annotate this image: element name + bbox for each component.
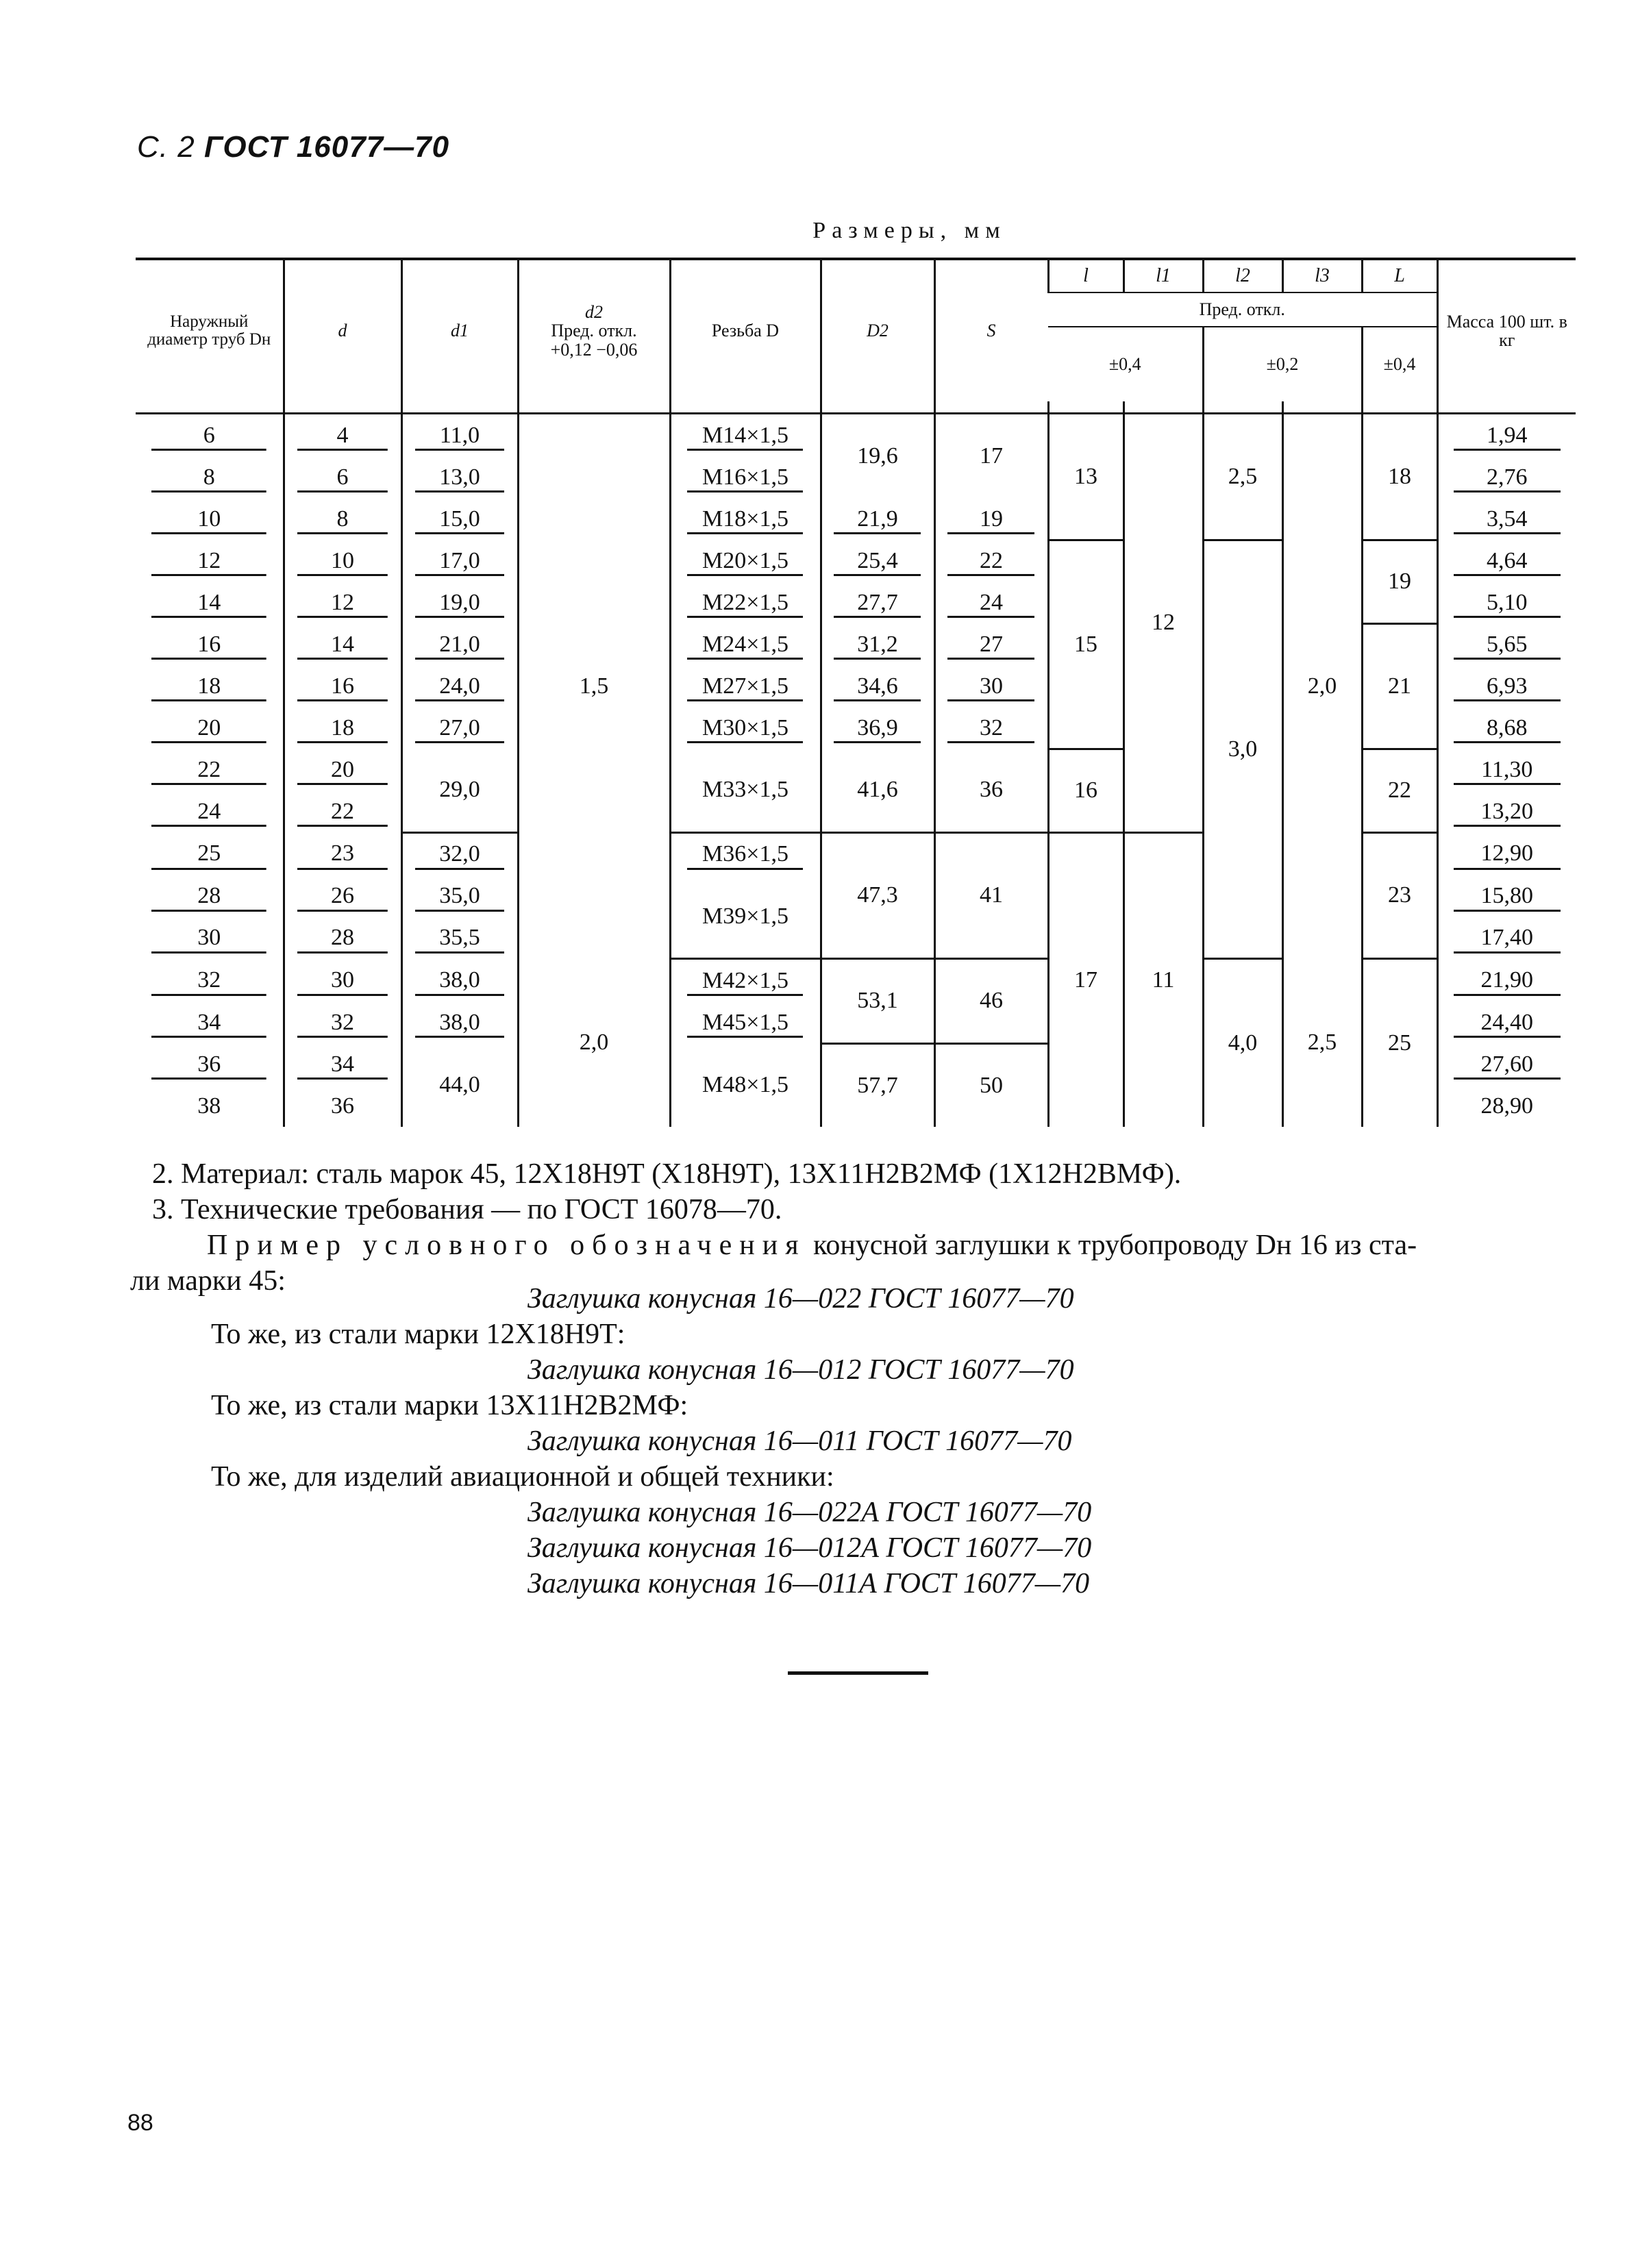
cell-dn: 30 <box>136 917 284 959</box>
designation-6: Заглушка конусная 16—011А ГОСТ 16077—70 <box>527 1568 1090 1599</box>
cell-D2: 34,6 <box>821 665 934 707</box>
same-steel-1: То же, из стали марки 12Х18Н9Т: <box>211 1319 625 1350</box>
col-mass: Масса 100 шт. в кг <box>1437 260 1576 401</box>
tol-l: ±0,4 <box>1108 354 1141 375</box>
table-caption: Размеры, мм <box>812 218 1006 243</box>
page-number: 88 <box>127 2110 153 2136</box>
cell-thread: М16×1,5 <box>670 456 821 498</box>
cell-d: 32 <box>284 1001 401 1043</box>
cell-dn: 12 <box>136 540 284 582</box>
cell-thread: М14×1,5 <box>670 414 821 457</box>
same-steel-2: То же, из стали марки 13Х11Н2В2МФ: <box>211 1390 688 1421</box>
cell-d: 20 <box>284 749 401 790</box>
cell-L: 21 <box>1362 623 1437 749</box>
cell-dn: 34 <box>136 1001 284 1043</box>
col-outer-diameter: Наружный диаметр труб Dн <box>147 312 271 349</box>
cell-S: 32 <box>934 707 1048 749</box>
tolerance-label: Пред. откл. <box>1048 292 1437 327</box>
cell-S: 27 <box>934 623 1048 665</box>
cell-d: 23 <box>284 832 401 875</box>
cell-d1: 17,0 <box>401 540 518 582</box>
cell-d1: 38,0 <box>401 1001 518 1043</box>
cell-l2: 3,0 <box>1203 540 1282 959</box>
cell-d1: 44,0 <box>401 1043 518 1127</box>
cell-d: 14 <box>284 623 401 665</box>
cell-thread: М48×1,5 <box>670 1043 821 1127</box>
cell-S: 19 <box>934 498 1048 540</box>
cell-mass: 21,90 <box>1437 959 1576 1002</box>
cell-l1: 11 <box>1123 832 1203 1127</box>
cell-L: 18 <box>1362 414 1437 540</box>
same-aviation: То же, для изделий авиационной и общей техники: <box>211 1461 834 1493</box>
note-tech: 3. Технические требования — по ГОСТ 16078—70. <box>152 1194 782 1225</box>
cell-mass: 1,94 <box>1437 414 1576 457</box>
dimensions-table <box>136 260 1576 1127</box>
cell-d1: 19,0 <box>401 582 518 623</box>
cell-D2: 57,7 <box>821 1043 934 1127</box>
designation-2: Заглушка конусная 16—012 ГОСТ 16077—70 <box>527 1354 1074 1386</box>
cell-mass: 5,65 <box>1437 623 1576 665</box>
cell-thread: М18×1,5 <box>670 498 821 540</box>
example-text: конусной заглушки к трубопроводу Dн 16 из ста- <box>806 1230 1417 1261</box>
cell-dn: 8 <box>136 456 284 498</box>
col-D2: D2 <box>821 260 934 401</box>
cell-l3: 2,0 <box>1282 414 1362 959</box>
table-row <box>136 959 1576 1002</box>
cell-D2: 27,7 <box>821 582 934 623</box>
page-header <box>137 130 449 164</box>
designation-examples <box>0 1281 1627 1602</box>
cell-l1: 12 <box>1123 414 1203 833</box>
cell-d1: 29,0 <box>401 749 518 832</box>
cell-S: 41 <box>934 832 1048 959</box>
end-rule <box>788 1671 928 1675</box>
cell-d: 30 <box>284 959 401 1002</box>
cell-d: 4 <box>284 414 401 457</box>
cell-l3: 2,5 <box>1282 959 1362 1127</box>
cell-dn: 6 <box>136 414 284 457</box>
cell-mass: 3,54 <box>1437 498 1576 540</box>
cell-thread: М20×1,5 <box>670 540 821 582</box>
cell-mass: 11,30 <box>1437 749 1576 790</box>
cell-dn: 25 <box>136 832 284 875</box>
example-label: Пример условного обозначения <box>207 1230 806 1261</box>
designation-4: Заглушка конусная 16—022А ГОСТ 16077—70 <box>527 1497 1092 1528</box>
cell-D2: 36,9 <box>821 707 934 749</box>
col-S: S <box>934 260 1048 401</box>
d2-tol: +0,12 −0,06 <box>550 339 638 360</box>
cell-dn: 38 <box>197 1093 221 1119</box>
cell-d: 22 <box>284 790 401 832</box>
cell-S: 17 <box>934 414 1048 499</box>
cell-mass: 13,20 <box>1437 790 1576 832</box>
note-material: 2. Материал: сталь марок 45, 12Х18Н9Т (Х18Н9Т), 13Х11Н2В2МФ (1Х12Н2ВМФ). <box>152 1158 1182 1190</box>
cell-thread: М45×1,5 <box>670 1001 821 1043</box>
col-l2: l2 <box>1203 260 1282 292</box>
cell-d: 16 <box>284 665 401 707</box>
note-example-cont: ли марки 45: <box>130 1265 286 1297</box>
cell-mass: 5,10 <box>1437 582 1576 623</box>
cell-d1: 24,0 <box>401 665 518 707</box>
cell-S: 46 <box>934 959 1048 1044</box>
cell-d: 34 <box>284 1043 401 1085</box>
cell-thread: М42×1,5 <box>670 959 821 1002</box>
cell-mass: 2,76 <box>1437 456 1576 498</box>
cell-d: 36 <box>284 1085 401 1127</box>
cell-d1: 15,0 <box>401 498 518 540</box>
cell-d: 26 <box>284 875 401 917</box>
cell-dn: 28 <box>136 875 284 917</box>
cell-l: 16 <box>1048 749 1123 832</box>
cell-thread: М27×1,5 <box>670 665 821 707</box>
col-l1: l1 <box>1123 260 1203 292</box>
cell-mass: 28,90 <box>1437 1085 1576 1127</box>
cell-mass: 6,93 <box>1437 665 1576 707</box>
cell-dn: 32 <box>136 959 284 1002</box>
d2-symbol: d2 <box>585 302 603 323</box>
cell-d1: 13,0 <box>401 456 518 498</box>
cell-dn: 10 <box>136 498 284 540</box>
cell-d: 18 <box>284 707 401 749</box>
cell-d1: 38,0 <box>401 959 518 1002</box>
cell-thread: М39×1,5 <box>670 875 821 959</box>
cell-L: 23 <box>1362 832 1437 959</box>
cell-l: 13 <box>1048 414 1123 540</box>
cell-d1: 21,0 <box>401 623 518 665</box>
cell-mass: 27,60 <box>1437 1043 1576 1085</box>
standard-title: ГОСТ 16077—70 <box>203 130 450 164</box>
designation-1: Заглушка конусная 16—022 ГОСТ 16077—70 <box>527 1283 1074 1314</box>
cell-d: 6 <box>284 456 401 498</box>
cell-dn: 20 <box>136 707 284 749</box>
note-example <box>207 1228 1577 1263</box>
cell-D2: 53,1 <box>821 959 934 1044</box>
cell-d: 10 <box>284 540 401 582</box>
cell-mass: 12,90 <box>1437 832 1576 875</box>
cell-mass: 24,40 <box>1437 1001 1576 1043</box>
cell-mass: 15,80 <box>1437 875 1576 917</box>
cell-dn: 16 <box>136 623 284 665</box>
cell-d: 28 <box>284 917 401 959</box>
cell-thread: М22×1,5 <box>670 582 821 623</box>
cell-D2: 41,6 <box>821 749 934 832</box>
cell-thread: М24×1,5 <box>670 623 821 665</box>
cell-dn: 36 <box>136 1043 284 1085</box>
cell-mass: 17,40 <box>1437 917 1576 959</box>
col-d2 <box>518 260 670 401</box>
cell-L: 22 <box>1362 749 1437 832</box>
cell-mass: 8,68 <box>1437 707 1576 749</box>
cell-l: 15 <box>1048 540 1123 749</box>
cell-L: 25 <box>1362 959 1437 1127</box>
col-L: L <box>1362 260 1437 292</box>
col-l: l <box>1048 260 1123 292</box>
cell-dn: 24 <box>136 790 284 832</box>
cell-d2: 1,5 <box>518 414 670 959</box>
cell-d1: 32,0 <box>401 832 518 875</box>
cell-l2: 2,5 <box>1203 414 1282 540</box>
col-l3: l3 <box>1282 260 1362 292</box>
cell-d: 12 <box>284 582 401 623</box>
cell-S: 36 <box>934 749 1048 832</box>
designation-3: Заглушка конусная 16—011 ГОСТ 16077—70 <box>527 1425 1072 1457</box>
cell-S: 50 <box>934 1043 1048 1127</box>
cell-d1: 35,5 <box>401 917 518 959</box>
table-row <box>136 414 1576 457</box>
col-d1: d1 <box>401 260 518 401</box>
cell-D2: 25,4 <box>821 540 934 582</box>
cell-d: 8 <box>284 498 401 540</box>
cell-d1: 35,0 <box>401 875 518 917</box>
cell-S: 22 <box>934 540 1048 582</box>
cell-D2: 21,9 <box>821 498 934 540</box>
cell-dn: 22 <box>136 749 284 790</box>
cell-dn: 18 <box>136 665 284 707</box>
cell-thread: М36×1,5 <box>670 832 821 875</box>
cell-D2: 47,3 <box>821 832 934 959</box>
cell-D2: 19,6 <box>821 414 934 499</box>
tol-l23: ±0,2 <box>1203 327 1362 401</box>
cell-l: 17 <box>1048 832 1123 1127</box>
col-d: d <box>284 260 401 401</box>
cell-d1: 27,0 <box>401 707 518 749</box>
cell-mass: 4,64 <box>1437 540 1576 582</box>
col-thread: Резьба D <box>670 260 821 401</box>
d2-tol-label: Пред. откл. <box>551 321 637 341</box>
cell-S: 30 <box>934 665 1048 707</box>
page-prefix: С. 2 <box>137 130 195 164</box>
cell-D2: 31,2 <box>821 623 934 665</box>
designation-5: Заглушка конусная 16—012А ГОСТ 16077—70 <box>527 1532 1092 1564</box>
cell-thread: М30×1,5 <box>670 707 821 749</box>
cell-l2: 4,0 <box>1203 959 1282 1127</box>
cell-L: 19 <box>1362 540 1437 623</box>
cell-thread: М33×1,5 <box>670 749 821 832</box>
cell-S: 24 <box>934 582 1048 623</box>
cell-d1: 11,0 <box>401 414 518 457</box>
tol-L: ±0,4 <box>1362 327 1437 401</box>
notes <box>130 1156 1577 1299</box>
cell-dn: 14 <box>136 582 284 623</box>
cell-d2: 2,0 <box>518 959 670 1127</box>
